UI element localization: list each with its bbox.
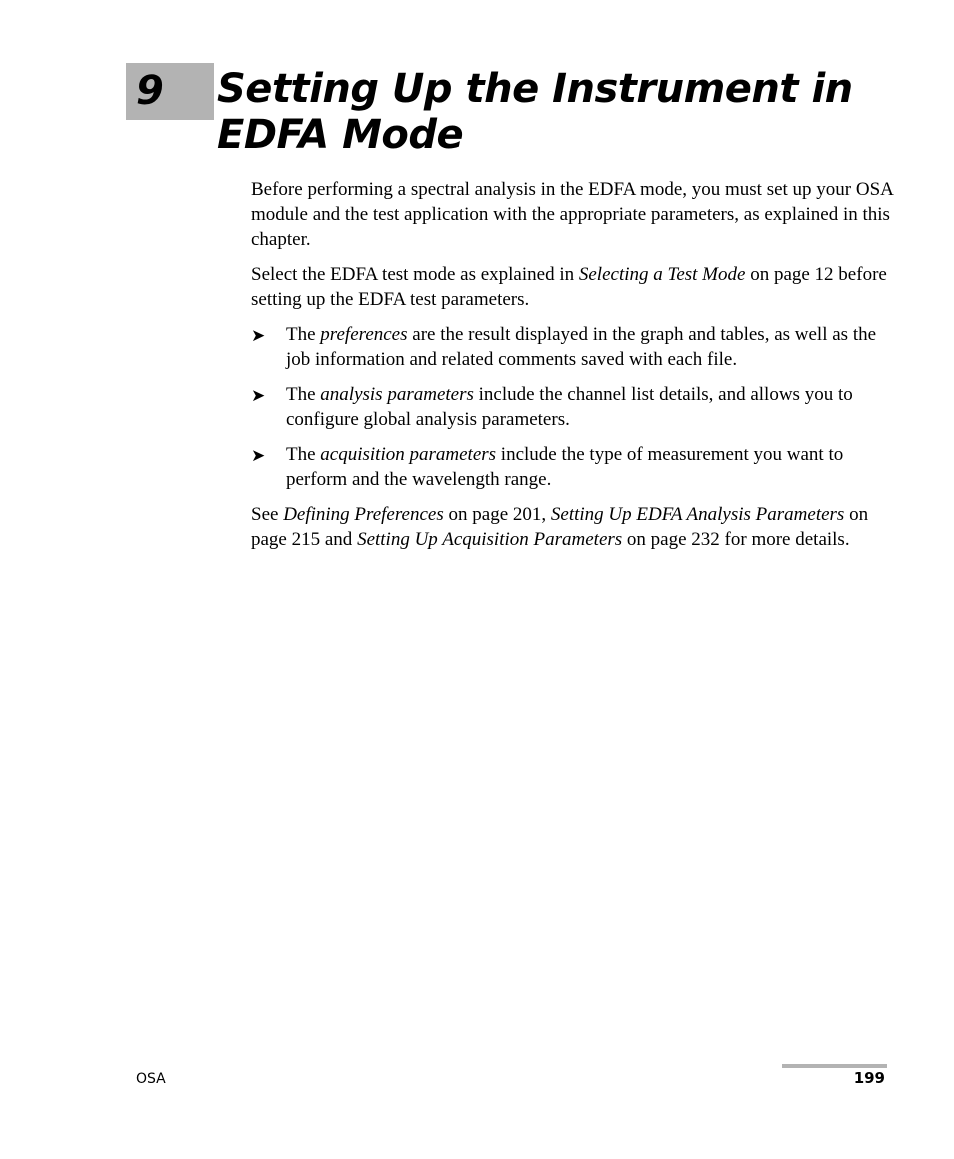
list-item-text-after: include the channel list details, and allows you to configure global analysis parameters. <box>286 384 853 430</box>
select-text-after: on page 12 before setting up the EDFA test parameters. <box>251 264 887 310</box>
select-mode-paragraph <box>251 262 901 312</box>
page-number: 199 <box>853 1069 885 1087</box>
see-also-text-1: See <box>251 504 284 525</box>
list-item <box>251 382 901 432</box>
edfa-analysis-parameters-reference: Setting Up EDFA Analysis Parameters <box>550 504 845 525</box>
list-item <box>251 442 901 492</box>
list-item-term: preferences <box>320 324 408 345</box>
chapter-body <box>251 177 901 562</box>
footer-product-name: OSA <box>136 1071 166 1087</box>
list-item-text-after: are the result displayed in the graph and tables, as well as the job information and related comments saved with each file. <box>286 324 877 370</box>
see-also-text-2: on page 201, <box>443 504 551 525</box>
chapter-number: 9 <box>136 68 164 114</box>
defining-preferences-reference: Defining Preferences <box>283 504 444 525</box>
parameter-list <box>251 322 901 492</box>
list-item-text-before: The <box>286 324 321 345</box>
list-item <box>251 322 901 372</box>
list-item-text-before: The <box>286 444 321 465</box>
chapter-title: Setting Up the Instrument in EDFA Mode <box>217 66 853 158</box>
list-item-term: acquisition parameters <box>320 444 497 465</box>
acquisition-parameters-reference: Setting Up Acquisition Parameters <box>357 529 623 550</box>
see-also-paragraph <box>251 502 901 552</box>
select-text-before: Select the EDFA test mode as explained in <box>251 264 579 285</box>
arrowhead-bullet-icon: ➤ <box>251 446 266 466</box>
list-item-term: analysis parameters <box>320 384 474 405</box>
select-test-mode-reference: Selecting a Test Mode <box>578 264 746 285</box>
intro-paragraph: Before performing a spectral analysis in the EDFA mode, you must set up your OSA module and the test application with the appropriate parameters, as explained in this chapter. <box>251 179 893 250</box>
list-item-text-before: The <box>286 384 321 405</box>
see-also-text-3: on page 215 and <box>251 504 869 550</box>
arrowhead-bullet-icon: ➤ <box>251 326 266 346</box>
see-also-text-4: on page 232 for more details. <box>622 529 850 550</box>
arrowhead-bullet-icon: ➤ <box>251 386 266 406</box>
footer-rule <box>782 1064 887 1068</box>
list-item-text-after: include the type of measurement you want to perform and the wavelength range. <box>286 444 844 490</box>
